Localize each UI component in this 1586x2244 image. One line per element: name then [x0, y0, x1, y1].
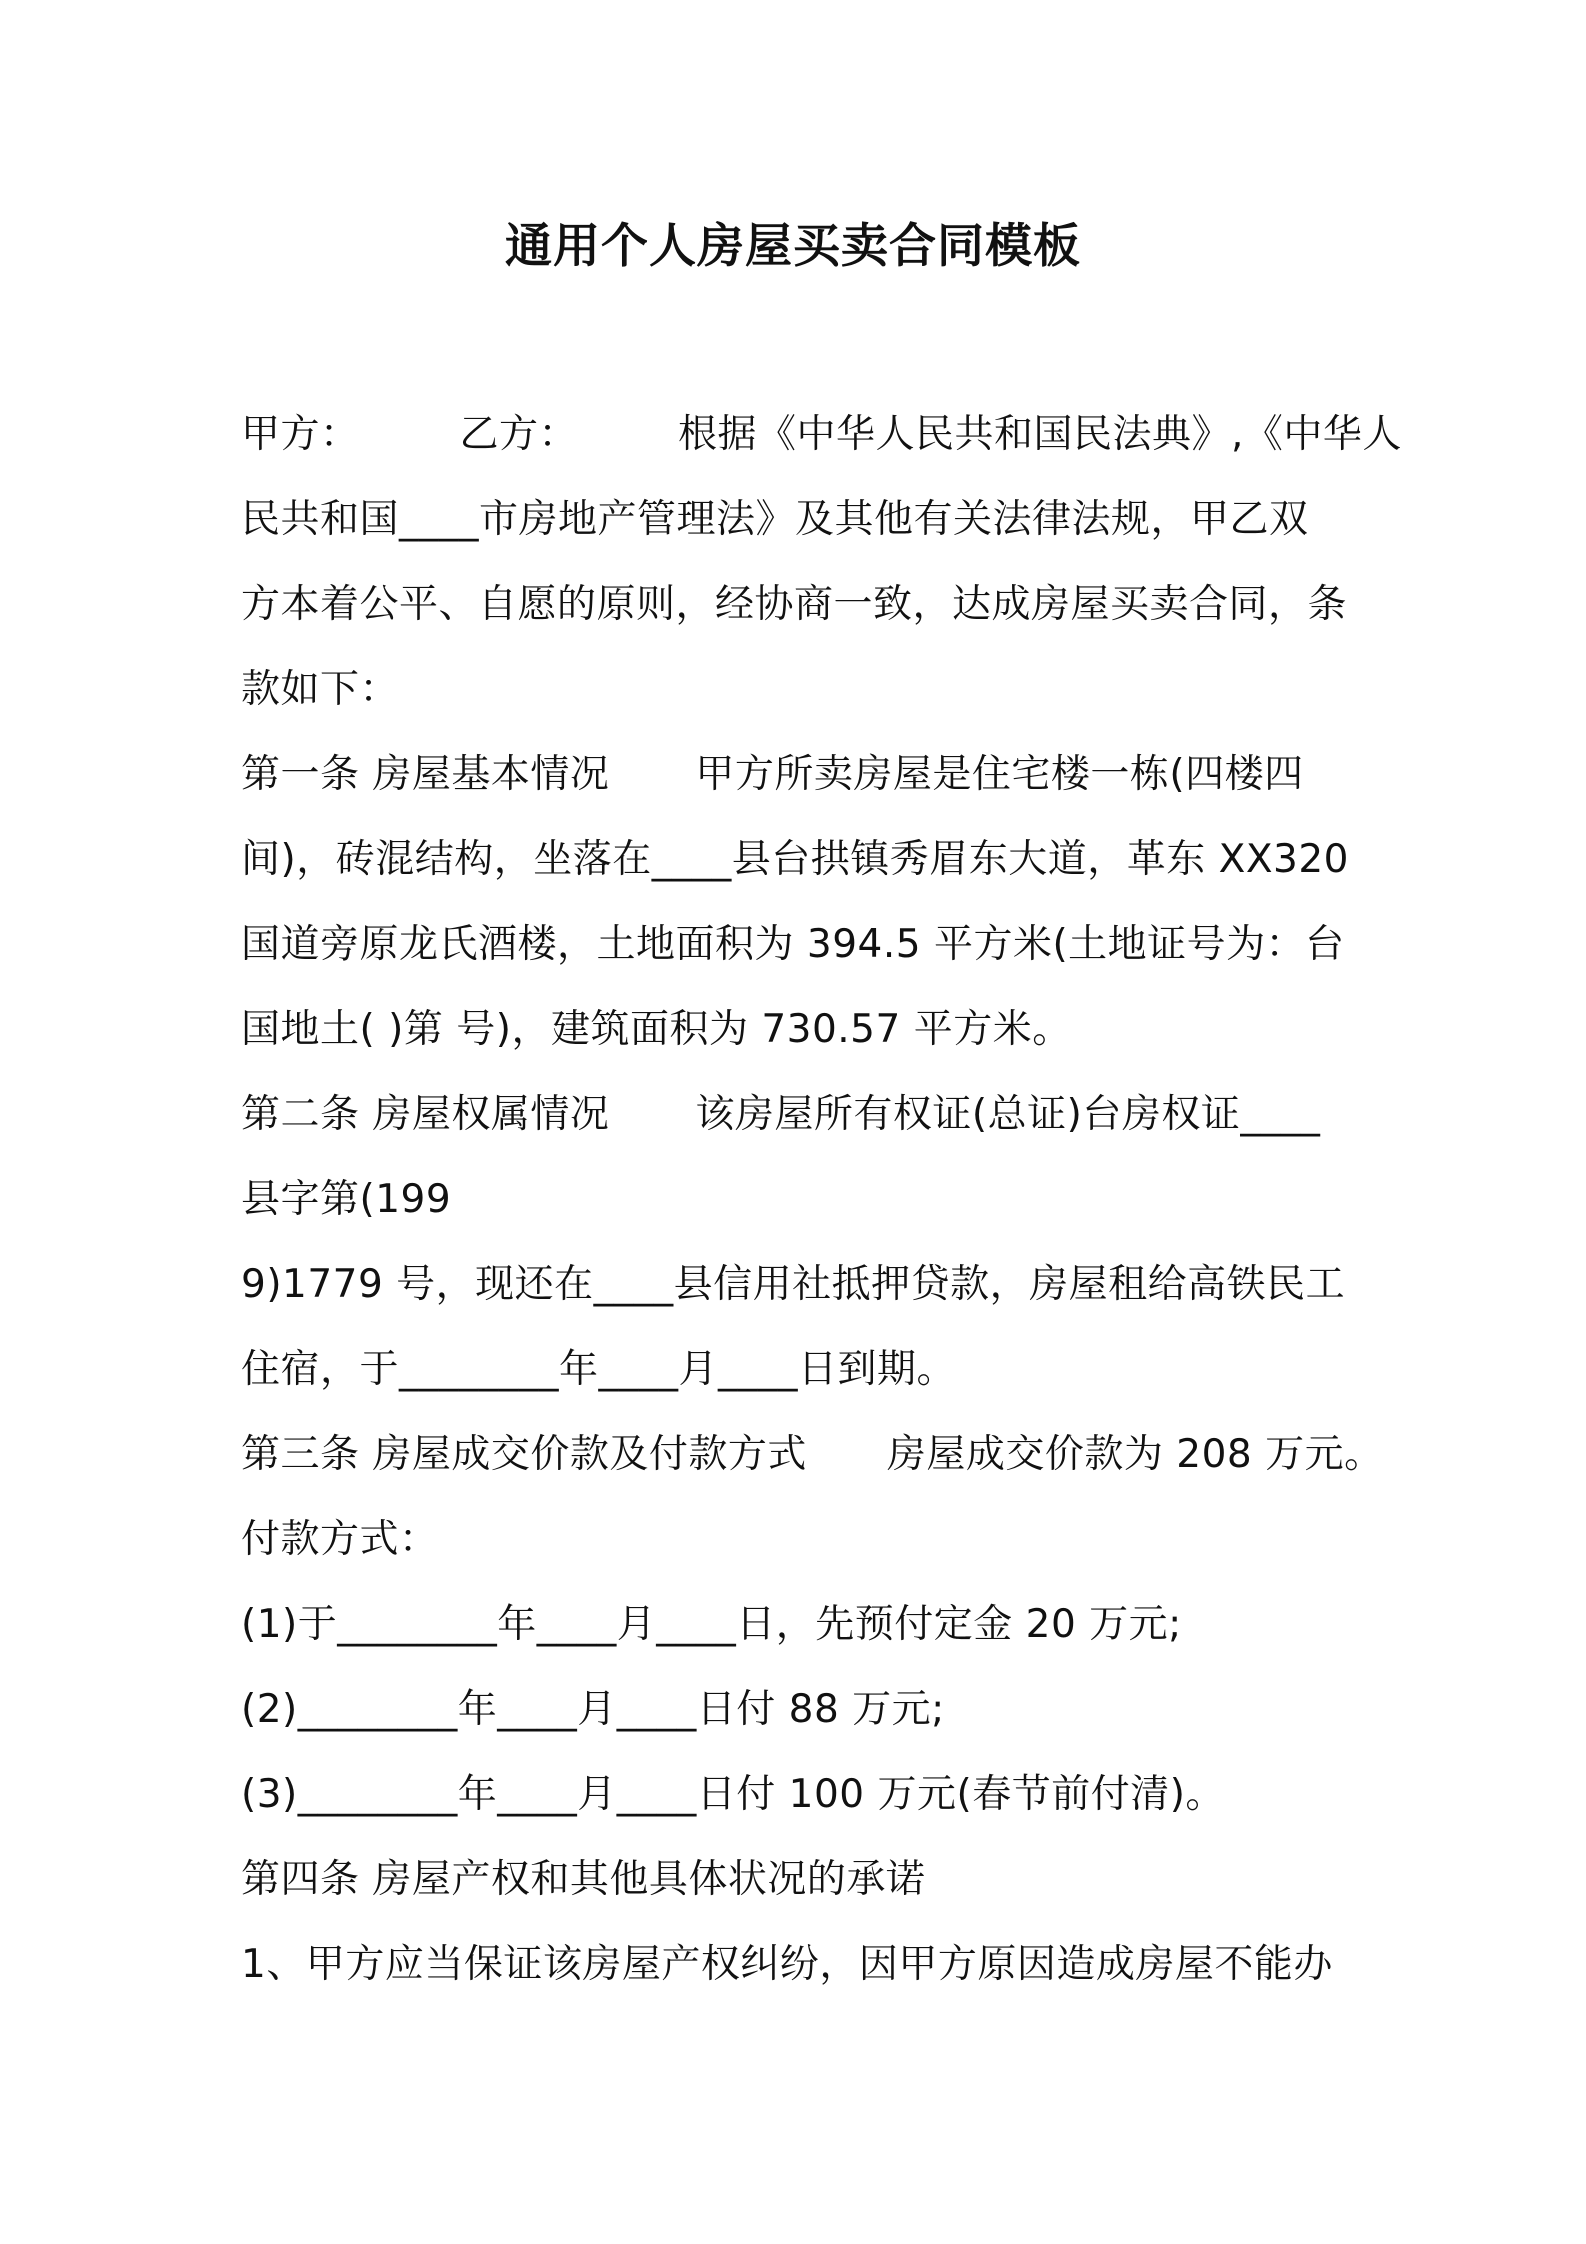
- article-3-heading: 第三条 房屋成交价款及付款方式: [241, 1432, 807, 1477]
- article-2-line-4: 住宿，于________年____月____日到期。: [241, 1347, 957, 1392]
- article-2-line-2: 县字第(199: [241, 1177, 452, 1222]
- parties-line: [241, 405, 1402, 465]
- article-2-heading-line: [241, 1085, 1320, 1145]
- party-b-label: 乙方：: [459, 412, 579, 457]
- article-2-heading: 第二条 房屋权属情况: [241, 1092, 610, 1137]
- article-3-heading-line: [241, 1425, 1384, 1485]
- document-title: 通用个人房屋买卖合同模板: [505, 219, 1081, 274]
- payment-item-2: (2)________年____月____日付 88 万元;: [241, 1687, 945, 1732]
- preamble-line-4: 款如下：: [241, 667, 400, 712]
- preamble-start: 根据《中华人民共和国民法典》,《中华人: [678, 412, 1402, 457]
- article-1-text-start: 甲方所卖房屋是住宅楼一栋(四楼四: [695, 752, 1304, 797]
- article-1-line-4: 国地土( )第 号)，建筑面积为 730.57 平方米。: [241, 1007, 1072, 1052]
- article-3-text-start: 房屋成交价款为 208 万元。: [886, 1432, 1384, 1477]
- article-4-heading: 第四条 房屋产权和其他具体状况的承诺: [241, 1857, 926, 1902]
- payment-item-3: (3)________年____月____日付 100 万元(春节前付清)。: [241, 1772, 1225, 1817]
- article-2-line-3: 9)1779 号，现还在____县信用社抵押贷款，房屋租给高铁民工: [241, 1262, 1346, 1307]
- article-2-text-start: 该房屋所有权证(总证)台房权证____: [695, 1092, 1321, 1137]
- party-a-label: 甲方：: [241, 412, 360, 457]
- article-4-clause-1: 1、甲方应当保证该房屋产权纠纷，因甲方原因造成房屋不能办: [241, 1942, 1333, 1987]
- article-1-heading: 第一条 房屋基本情况: [241, 752, 610, 797]
- payment-method-label: 付款方式：: [241, 1517, 439, 1562]
- preamble-line-3: 方本着公平、自愿的原则，经协商一致，达成房屋买卖合同，条: [241, 582, 1348, 627]
- article-1-line-2: 间)，砖混结构，坐落在____县台拱镇秀眉东大道，革东 XX320: [241, 837, 1349, 882]
- payment-item-1: (1)于________年____月____日，先预付定金 20 万元;: [241, 1602, 1182, 1647]
- preamble-line-2: 民共和国____市房地产管理法》及其他有关法律法规，甲乙双: [241, 497, 1309, 542]
- article-1-heading-line: [241, 745, 1304, 805]
- article-1-line-3: 国道旁原龙氏酒楼，土地面积为 394.5 平方米(土地证号为：台: [241, 922, 1345, 967]
